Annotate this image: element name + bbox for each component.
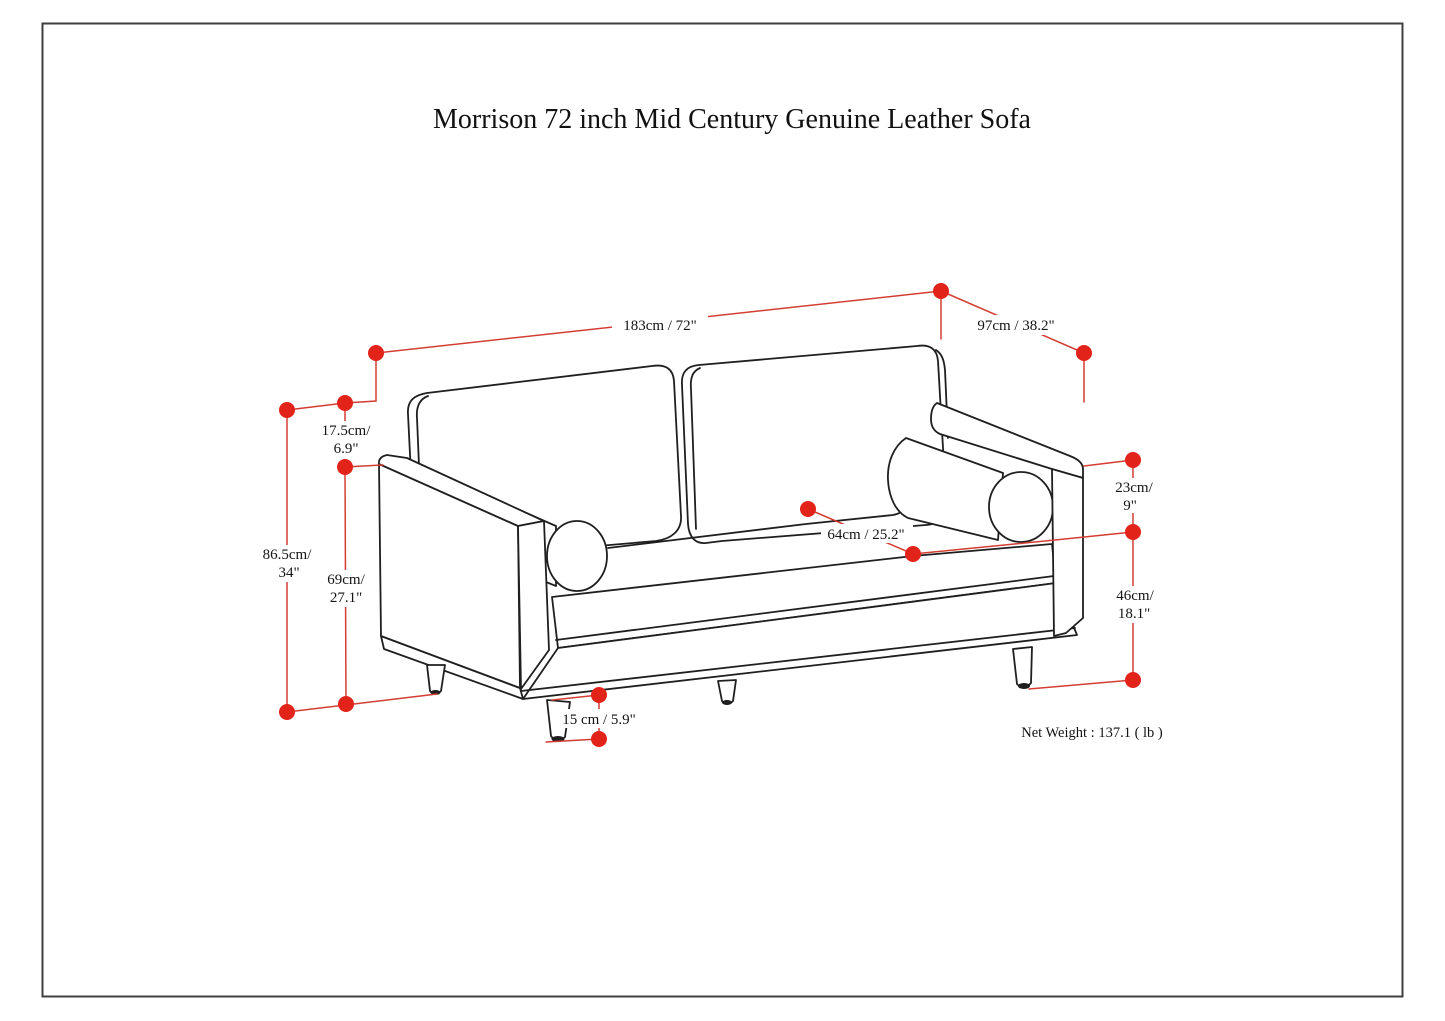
dim-tick-floor-left — [287, 694, 437, 712]
dim-label-overall-height-2: 34" — [278, 565, 300, 581]
dim-label-arm-height-1: 69cm/ — [327, 572, 365, 588]
endpoint-dot — [338, 696, 354, 712]
dim-label-arm-above-seat-2: 9" — [1123, 498, 1137, 514]
sofa-left-arm-inner — [518, 521, 549, 689]
dim-label-seat-depth: 64cm / 25.2" — [827, 527, 905, 543]
page-title: Morrison 72 inch Mid Century Genuine Leather Sofa — [433, 104, 1031, 135]
endpoint-dot — [591, 687, 607, 703]
dim-label-leg-height: 15 cm / 5.9" — [562, 712, 636, 728]
dim-label-overall-width: 183cm / 72" — [623, 318, 697, 334]
dim-link-back-to-height — [287, 403, 345, 410]
sofa-bolster-left-cap — [547, 521, 607, 591]
endpoint-dot — [279, 402, 295, 418]
endpoint-dot — [368, 345, 384, 361]
endpoint-dot — [591, 731, 607, 747]
sofa-bolster-right-cap — [989, 472, 1053, 542]
endpoint-dot — [1125, 524, 1141, 540]
endpoint-dot — [905, 546, 921, 562]
net-weight-label: Net Weight : 137.1 ( lb ) — [1021, 725, 1163, 741]
endpoint-dot — [337, 395, 353, 411]
endpoint-dot — [1076, 345, 1092, 361]
sofa-leg-rear-left — [427, 665, 445, 694]
endpoint-dot — [1125, 672, 1141, 688]
dim-label-back-above-arm-2: 6.9" — [333, 441, 359, 457]
dim-label-seat-height-1: 46cm/ — [1116, 588, 1154, 604]
sofa-illustration — [379, 346, 1083, 742]
dim-elbow-width-left — [345, 353, 376, 403]
dim-label-arm-height-2: 27.1" — [329, 590, 363, 606]
sofa-leg-front-middle-foot — [722, 700, 732, 705]
endpoint-dot — [1125, 452, 1141, 468]
endpoint-dot — [279, 704, 295, 720]
endpoint-dot — [800, 501, 816, 517]
dim-tick-floor-right — [1029, 680, 1133, 689]
sofa-right-arm-panel — [1052, 469, 1083, 636]
dim-label-overall-height-1: 86.5cm/ — [262, 547, 312, 563]
sofa-leg-right — [1013, 647, 1032, 687]
endpoint-dot — [337, 459, 353, 475]
dim-label-back-above-arm-1: 17.5cm/ — [321, 423, 371, 439]
endpoint-dot — [933, 283, 949, 299]
sofa-leg-right-foot — [1018, 683, 1030, 689]
dim-label-arm-above-seat-1: 23cm/ — [1115, 480, 1153, 496]
dim-label-overall-depth: 97cm / 38.2" — [977, 318, 1055, 334]
dim-label-seat-height-2: 18.1" — [1117, 606, 1151, 622]
